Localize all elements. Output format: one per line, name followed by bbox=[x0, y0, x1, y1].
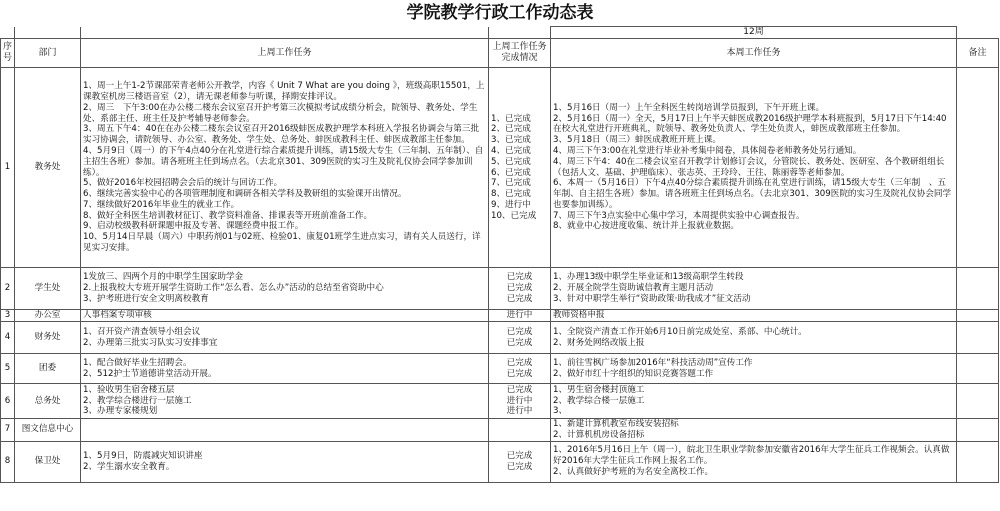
header-no: 序号 bbox=[1, 39, 15, 68]
task-line: 3、护考班进行安全文明离校教育 bbox=[83, 293, 209, 304]
department-name: 办公室 bbox=[15, 310, 81, 322]
this-week-tasks bbox=[551, 354, 957, 384]
remark bbox=[957, 322, 999, 354]
task-line: 1、配合做好毕业生招聘会。 bbox=[83, 357, 192, 368]
task-line: 已完成 bbox=[506, 337, 533, 348]
row-number: 4 bbox=[1, 322, 15, 354]
row-number: 2 bbox=[1, 268, 15, 310]
task-line: 7、继续做好2016年毕业生的就业工作。 bbox=[83, 199, 240, 210]
task-line: 1、前往雪枫广场参加2016年“科技活动周”宣传工作 bbox=[553, 357, 753, 368]
this-week-tasks bbox=[551, 310, 957, 322]
remark bbox=[957, 68, 999, 268]
week-row bbox=[1, 27, 999, 39]
task-line: 4、5月9日（周一）的下午4点40分在礼堂进行综合素质提升训练，请15级大专生（三年制、五年制）、自主招生各班）参加。请各班班主任到场点名。（去北京301、309医院的实习生及院礼仪协会同学参加训练）。 bbox=[83, 145, 484, 178]
task-line: 1、已完成 bbox=[491, 113, 531, 124]
task-line: 已完成 bbox=[506, 368, 533, 379]
row-number: 8 bbox=[1, 441, 15, 482]
task-line: 已完成 bbox=[506, 461, 533, 472]
task-line: 2.上报我校大专班开展学生资助工作“怎么看、怎么办”活动的总结至省资助中心 bbox=[83, 283, 384, 294]
department-row bbox=[1, 419, 999, 442]
last-week-tasks bbox=[81, 384, 489, 419]
this-week-tasks bbox=[551, 68, 957, 268]
task-line: 3、针对中职学生举行“资助政策·助我成才”征文活动 bbox=[553, 293, 751, 304]
last-week-tasks bbox=[81, 419, 489, 442]
department-row bbox=[1, 441, 999, 482]
header-dept: 部门 bbox=[15, 39, 81, 68]
task-line: 5、已完成 bbox=[491, 156, 531, 167]
task-line: 6、本周一（5月16日）下午4点40分综合素质提升训练在礼堂进行训练，请15级大专生（三年制 、五年制、自主招生各班）参加。请各班班主任到场点名。（去北京301、309医院的实习生及院礼仪协会同学也要参加训练）。 bbox=[553, 178, 952, 210]
header-last-status: 上周工作任务完成情况 bbox=[489, 39, 551, 68]
work-status-table bbox=[0, 26, 999, 483]
task-line: 1发放三、四两个月的中职学生国家助学金 bbox=[83, 272, 244, 283]
task-line: 2、512护士节道德讲堂活动开展。 bbox=[83, 368, 217, 379]
task-line: 1、办理13级中职学生毕业证和13级高职学生转段 bbox=[553, 272, 744, 283]
this-week-tasks bbox=[551, 322, 957, 354]
task-line: 已完成 bbox=[506, 272, 533, 283]
department-row bbox=[1, 322, 999, 354]
task-line: 2、已完成 bbox=[491, 124, 531, 135]
remark bbox=[957, 419, 999, 442]
task-line: 3、已完成 bbox=[491, 135, 531, 146]
last-week-status bbox=[489, 68, 551, 268]
last-week-tasks bbox=[81, 354, 489, 384]
this-week-tasks bbox=[551, 441, 957, 482]
week-label: 12周 bbox=[551, 27, 957, 39]
task-line: 2、财务处网络改版上报 bbox=[553, 337, 645, 348]
header-this-tasks: 本周工作任务 bbox=[551, 39, 957, 68]
task-line: 2、周三 下午3:00在办公楼二楼东会议室召开护考第三次模拟考试成绩分析会，院领导、教务处、学生处、系部主任、班主任及护考辅导老师参会。 bbox=[83, 102, 478, 124]
task-line: 2、学生溺水安全教育。 bbox=[83, 461, 175, 472]
task-line: 1、新建计算机教室布线安装招标 bbox=[553, 419, 679, 429]
last-week-tasks bbox=[81, 268, 489, 310]
row-number: 7 bbox=[1, 419, 15, 442]
task-line: 9、进行中 bbox=[491, 199, 531, 210]
department-row bbox=[1, 310, 999, 322]
remark bbox=[957, 354, 999, 384]
last-week-tasks bbox=[81, 68, 489, 268]
task-line: 4、已完成 bbox=[491, 145, 531, 156]
task-line: 3、5月18日（周三）蚌医成教班开班上课。 bbox=[553, 135, 721, 146]
task-line: 已完成 bbox=[506, 384, 533, 395]
header-row bbox=[1, 39, 999, 68]
department-name: 保卫处 bbox=[15, 441, 81, 482]
task-line: 4、周三下午4：40在二楼会议室召开教学计划修订会议，分管院长、教务处、医研室、各个教研组组长（包括人文、基础、护理临床）、张志英、王玲玲、王往、陈丽蓉等老师参加。 bbox=[553, 156, 945, 178]
last-week-status bbox=[489, 419, 551, 442]
remark bbox=[957, 384, 999, 419]
department-row bbox=[1, 268, 999, 310]
remark bbox=[957, 310, 999, 322]
last-week-status bbox=[489, 354, 551, 384]
task-line: 10、5月14日早晨（周六）中职药剂01与02班、检验01、康复01班学生进点实习，请有关人员送行，详见实习安排。 bbox=[83, 232, 481, 254]
department-name: 图文信息中心 bbox=[15, 419, 81, 442]
last-week-status bbox=[489, 268, 551, 310]
task-line: 教师资格申报 bbox=[553, 310, 605, 321]
this-week-tasks bbox=[551, 419, 957, 442]
task-line: 人事档案专项审核 bbox=[83, 310, 152, 321]
last-week-status bbox=[489, 310, 551, 322]
task-line: 8、做好全科医生培训教材征订、教学资料准备、排课表等开班前准备工作。 bbox=[83, 210, 373, 221]
last-week-tasks bbox=[81, 310, 489, 322]
task-line: 5、做好2016年校园招聘会会后的统计与回访工作。 bbox=[83, 178, 283, 189]
task-line: 进行中 bbox=[506, 395, 533, 406]
task-line: 1、5月9日，防震减灾知识讲座 bbox=[83, 450, 203, 461]
task-line: 2、5月16日（周一）全天，5月17日上午半天蚌医成教2016级护理学本科班报到，5月17日下午14:40在校大礼堂进行开班典礼，院领导、教务处负责人、学生处负责人，蚌医成教部班主任参加。 bbox=[553, 113, 947, 135]
remark bbox=[957, 268, 999, 310]
this-week-tasks bbox=[551, 268, 957, 310]
task-line: 9、启动校级教科研课题申报及专著、课题经费申报工作。 bbox=[83, 221, 304, 232]
task-line: 2、教学综合楼一层施工 bbox=[553, 395, 645, 406]
task-line: 1、验收男生宿舍楼五层 bbox=[83, 384, 175, 395]
task-line: 2、做好市红十字组织的知识竞赛答题工作 bbox=[553, 368, 714, 379]
task-line: 1、周一上午1-2节课邵荣青老师公开教学，内容《 Unit 7 What are you doing 》，班级高职15501，上课教室机房三楼语音室（2），请无课老师参与听课，择期安排评议。 bbox=[83, 81, 485, 102]
task-line: 7、周三下午3点实验中心集中学习，本周提供实验中心调查报告。 bbox=[553, 210, 805, 221]
task-line: 已完成 bbox=[506, 450, 533, 461]
task-line: 8、就业中心按进度收集、统计并上报就业数据。 bbox=[553, 221, 739, 232]
department-name: 学生处 bbox=[15, 268, 81, 310]
this-week-tasks bbox=[551, 384, 957, 419]
task-line: 6、继续完善实验中心的各项管理制度和调研各相关学科及教研组的实验课开出情况。 bbox=[83, 189, 407, 200]
task-line: 7、已完成 bbox=[491, 178, 531, 189]
task-line: 进行中 bbox=[506, 310, 533, 321]
last-week-status bbox=[489, 384, 551, 419]
last-week-status bbox=[489, 322, 551, 354]
task-line: 已完成 bbox=[506, 283, 533, 294]
task-line: 1、召开资产清查领导小组会议 bbox=[83, 326, 201, 337]
task-line: 8、已完成 bbox=[491, 189, 531, 200]
task-line: 2、认真做好护考班的为名安全离校工作。 bbox=[553, 466, 714, 477]
task-line: 1、2016年5月16日上午（周一），皖北卫生职业学院参加安徽省2016年大学生征兵工作视频会。认真做好2016年大学生征兵工作网上报名工作。 bbox=[553, 445, 950, 467]
page-title: 学院教学行政工作动态表 bbox=[406, 3, 594, 23]
row-number: 6 bbox=[1, 384, 15, 419]
header-remark: 备注 bbox=[957, 39, 999, 68]
task-line: 4、周三下午3:00在礼堂进行毕业补考集中阅卷，具体阅卷老师教务处另行通知。 bbox=[553, 145, 862, 156]
task-line: 2、开展全院学生资助诚信教育主题月活动 bbox=[553, 283, 714, 294]
row-number: 5 bbox=[1, 354, 15, 384]
remark bbox=[957, 441, 999, 482]
task-line: 3、周五下午4：40在在办公楼二楼东会议室召开2016级蚌医成教护理学本科班入学报名协调会与第三批实习协调会，请院领导、办公室、教务处、学生处、总务处、蚌医成教科主任、蚌医成教部主任参加。 bbox=[83, 124, 480, 146]
task-line: 2、教学综合楼进行一层施工 bbox=[83, 395, 192, 406]
task-line: 3、办理专家楼规划 bbox=[83, 406, 158, 417]
task-line: 1、男生宿舍楼封顶施工 bbox=[553, 384, 645, 395]
row-number: 3 bbox=[1, 310, 15, 322]
task-line: 已完成 bbox=[506, 357, 533, 368]
row-number: 1 bbox=[1, 68, 15, 268]
task-line: 10、已完成 bbox=[491, 210, 537, 221]
task-line: 1、5月16日（周一）上午全科医生转岗培训学员报到，下午开班上课。 bbox=[553, 102, 825, 113]
last-week-status bbox=[489, 441, 551, 482]
task-line: 1、全院资产清查工作开始6月10日前完成处室、系部、中心统计。 bbox=[553, 326, 807, 337]
department-name: 财务处 bbox=[15, 322, 81, 354]
department-name: 教务处 bbox=[15, 68, 81, 268]
task-line: 2、办理第三批实习队实习安排事宜 bbox=[83, 337, 218, 348]
task-line: 进行中 bbox=[506, 406, 533, 417]
department-name: 总务处 bbox=[15, 384, 81, 419]
department-row bbox=[1, 384, 999, 419]
task-line: 6、已完成 bbox=[491, 167, 531, 178]
task-line: 3、 bbox=[553, 406, 568, 417]
department-row bbox=[1, 68, 999, 268]
task-line: 已完成 bbox=[506, 326, 533, 337]
header-last-tasks: 上周工作任务 bbox=[81, 39, 489, 68]
task-line: 已完成 bbox=[506, 293, 533, 304]
task-line: 2、计算机机房设备招标 bbox=[553, 429, 645, 440]
last-week-tasks bbox=[81, 441, 489, 482]
department-row bbox=[1, 354, 999, 384]
last-week-tasks bbox=[81, 322, 489, 354]
department-name: 团委 bbox=[15, 354, 81, 384]
